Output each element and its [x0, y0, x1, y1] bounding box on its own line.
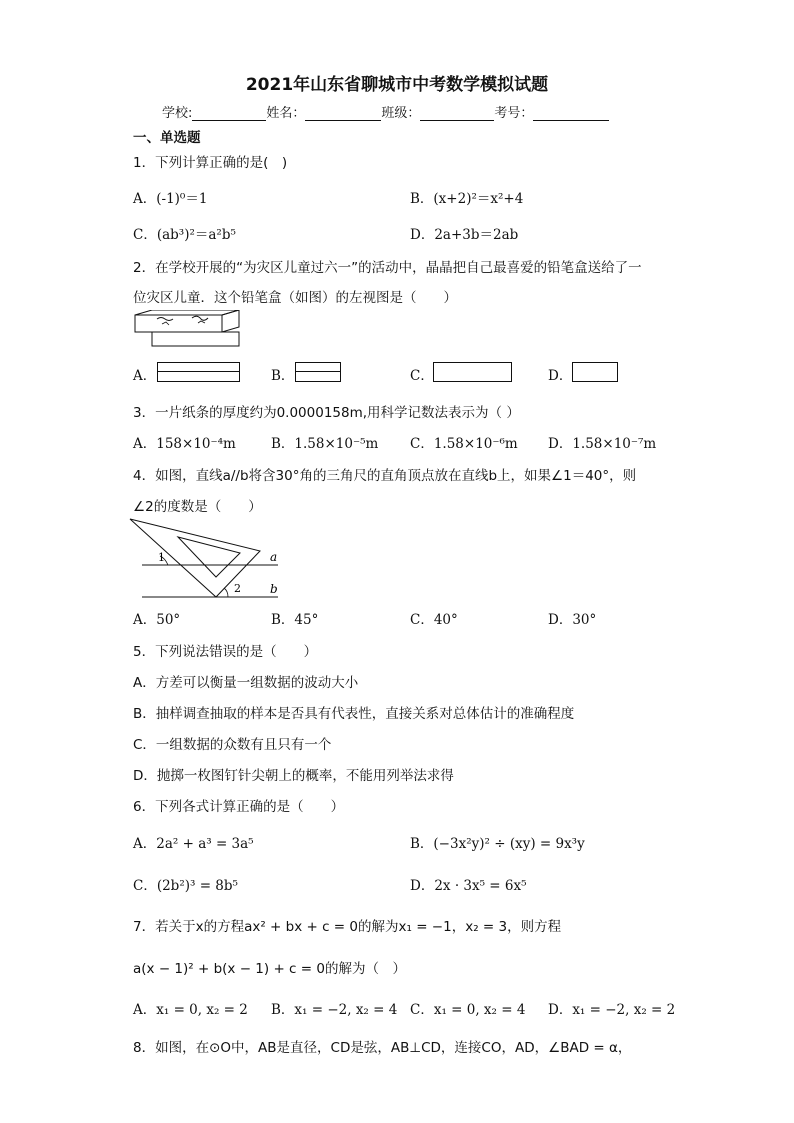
- student-info-line: [162, 102, 609, 121]
- q1-option-b[interactable]: B．(x+2)²＝x²+4: [410, 191, 524, 207]
- q3-option-a[interactable]: A．158×10⁻⁴m: [133, 436, 236, 452]
- q2-option-a-middle-line: [158, 371, 239, 372]
- angle-1-label: 1: [158, 551, 165, 564]
- q1-option-d[interactable]: D．2a+3b＝2ab: [410, 227, 519, 243]
- q1-stem: 1．下列计算正确的是( ): [133, 155, 288, 171]
- q3-option-c[interactable]: C．1.58×10⁻⁶m: [410, 436, 518, 452]
- exam-number-label: 考号：: [494, 106, 534, 121]
- q5-option-c[interactable]: C．一组数据的众数有且只有一个: [133, 737, 332, 753]
- class-blank[interactable]: [420, 106, 494, 121]
- q7-stem-line1: 7．若关于x的方程ax² + bx + c = 0的解为x₁ = −1，x₂ = 3，则方程: [133, 919, 562, 935]
- q6-option-b[interactable]: B．(−3x²y)² ÷ (xy) = 9x³y: [410, 836, 585, 852]
- section-heading: 一、单选题: [133, 130, 201, 146]
- q3-stem: 3．一片纸条的厚度约为0.0000158m,用科学记数法表示为（ ）: [133, 405, 520, 421]
- q4-stem-line1: 4．如图，直线a//b将含30°角的三角尺的直角顶点放在直线b上，如果∠1＝40°，则: [133, 468, 637, 484]
- q2-option-d-figure[interactable]: [572, 362, 618, 382]
- q6-stem: 6．下列各式计算正确的是（ ）: [133, 799, 345, 815]
- q2-option-a[interactable]: A．: [133, 368, 157, 384]
- line-b-label: b: [270, 582, 278, 596]
- q7-stem-line2: a(x − 1)² + b(x − 1) + c = 0的解为（ ）: [133, 961, 406, 977]
- q1-option-c[interactable]: C．(ab³)²＝a²b⁵: [133, 227, 236, 243]
- q4-option-a[interactable]: A．50°: [133, 612, 181, 628]
- q3-option-b[interactable]: B．1.58×10⁻⁵m: [271, 436, 379, 452]
- q2-option-c[interactable]: C．: [410, 368, 434, 384]
- q2-option-c-figure[interactable]: [433, 362, 512, 382]
- school-label: 学校:: [162, 106, 193, 121]
- q2-option-a-figure[interactable]: [157, 362, 240, 382]
- q2-option-b-middle-line: [296, 371, 340, 372]
- q5-option-d[interactable]: D．抛掷一枚图钉针尖朝上的概率，不能用列举法求得: [133, 768, 454, 784]
- name-blank[interactable]: [305, 106, 381, 121]
- q2-stem-line1: 2．在学校开展的“为灾区儿童过六一”的活动中，晶晶把自己最喜爱的铅笔盒送给了一: [133, 260, 642, 276]
- q2-stem-line2: 位灾区儿童．这个铅笔盒（如图）的左视图是（ ）: [133, 290, 457, 306]
- q4-option-c[interactable]: C．40°: [410, 612, 458, 628]
- school-blank[interactable]: [192, 106, 266, 121]
- q7-option-d[interactable]: D．x₁ = −2, x₂ = 2: [548, 1002, 676, 1018]
- q3-option-d[interactable]: D．1.58×10⁻⁷m: [548, 436, 657, 452]
- angle-2-label: 2: [234, 582, 241, 595]
- name-label: 姓名：: [266, 106, 306, 121]
- q2-option-d[interactable]: D．: [548, 368, 573, 384]
- exam-number-blank[interactable]: [533, 106, 609, 121]
- q5-stem: 5．下列说法错误的是（ ）: [133, 644, 318, 660]
- q7-option-a[interactable]: A．x₁ = 0, x₂ = 2: [133, 1002, 248, 1018]
- q4-option-d[interactable]: D．30°: [548, 612, 597, 628]
- pencil-box-figure: [132, 310, 242, 350]
- q2-option-b[interactable]: B．: [271, 368, 295, 384]
- q5-option-b[interactable]: B．抽样调查抽取的样本是否具有代表性，直接关系对总体估计的准确程度: [133, 706, 575, 722]
- q7-option-b[interactable]: B．x₁ = −2, x₂ = 4: [271, 1002, 398, 1018]
- q2-option-b-figure[interactable]: [295, 362, 341, 382]
- line-a-label: a: [270, 550, 278, 564]
- q4-option-b[interactable]: B．45°: [271, 612, 319, 628]
- q6-option-a[interactable]: A．2a² + a³ = 3a⁵: [133, 836, 254, 852]
- class-label: 班级：: [381, 106, 421, 121]
- q6-option-c[interactable]: C．(2b²)³ = 8b⁵: [133, 878, 238, 894]
- q4-stem-line2: ∠2的度数是（ ）: [133, 499, 262, 515]
- triangle-ruler-figure: [128, 515, 288, 605]
- q6-option-d[interactable]: D．2x · 3x⁵ = 6x⁵: [410, 878, 527, 894]
- q8-stem: 8．如图，在⊙O中，AB是直径，CD是弦，AB⊥CD，连接CO，AD，∠BAD = α，: [133, 1040, 632, 1056]
- q7-option-c[interactable]: C．x₁ = 0, x₂ = 4: [410, 1002, 526, 1018]
- q5-option-a[interactable]: A．方差可以衡量一组数据的波动大小: [133, 675, 359, 691]
- page-title: 2021年山东省聊城市中考数学模拟试题: [245, 75, 549, 95]
- q1-option-a[interactable]: A．(-1)⁰＝1: [133, 191, 208, 207]
